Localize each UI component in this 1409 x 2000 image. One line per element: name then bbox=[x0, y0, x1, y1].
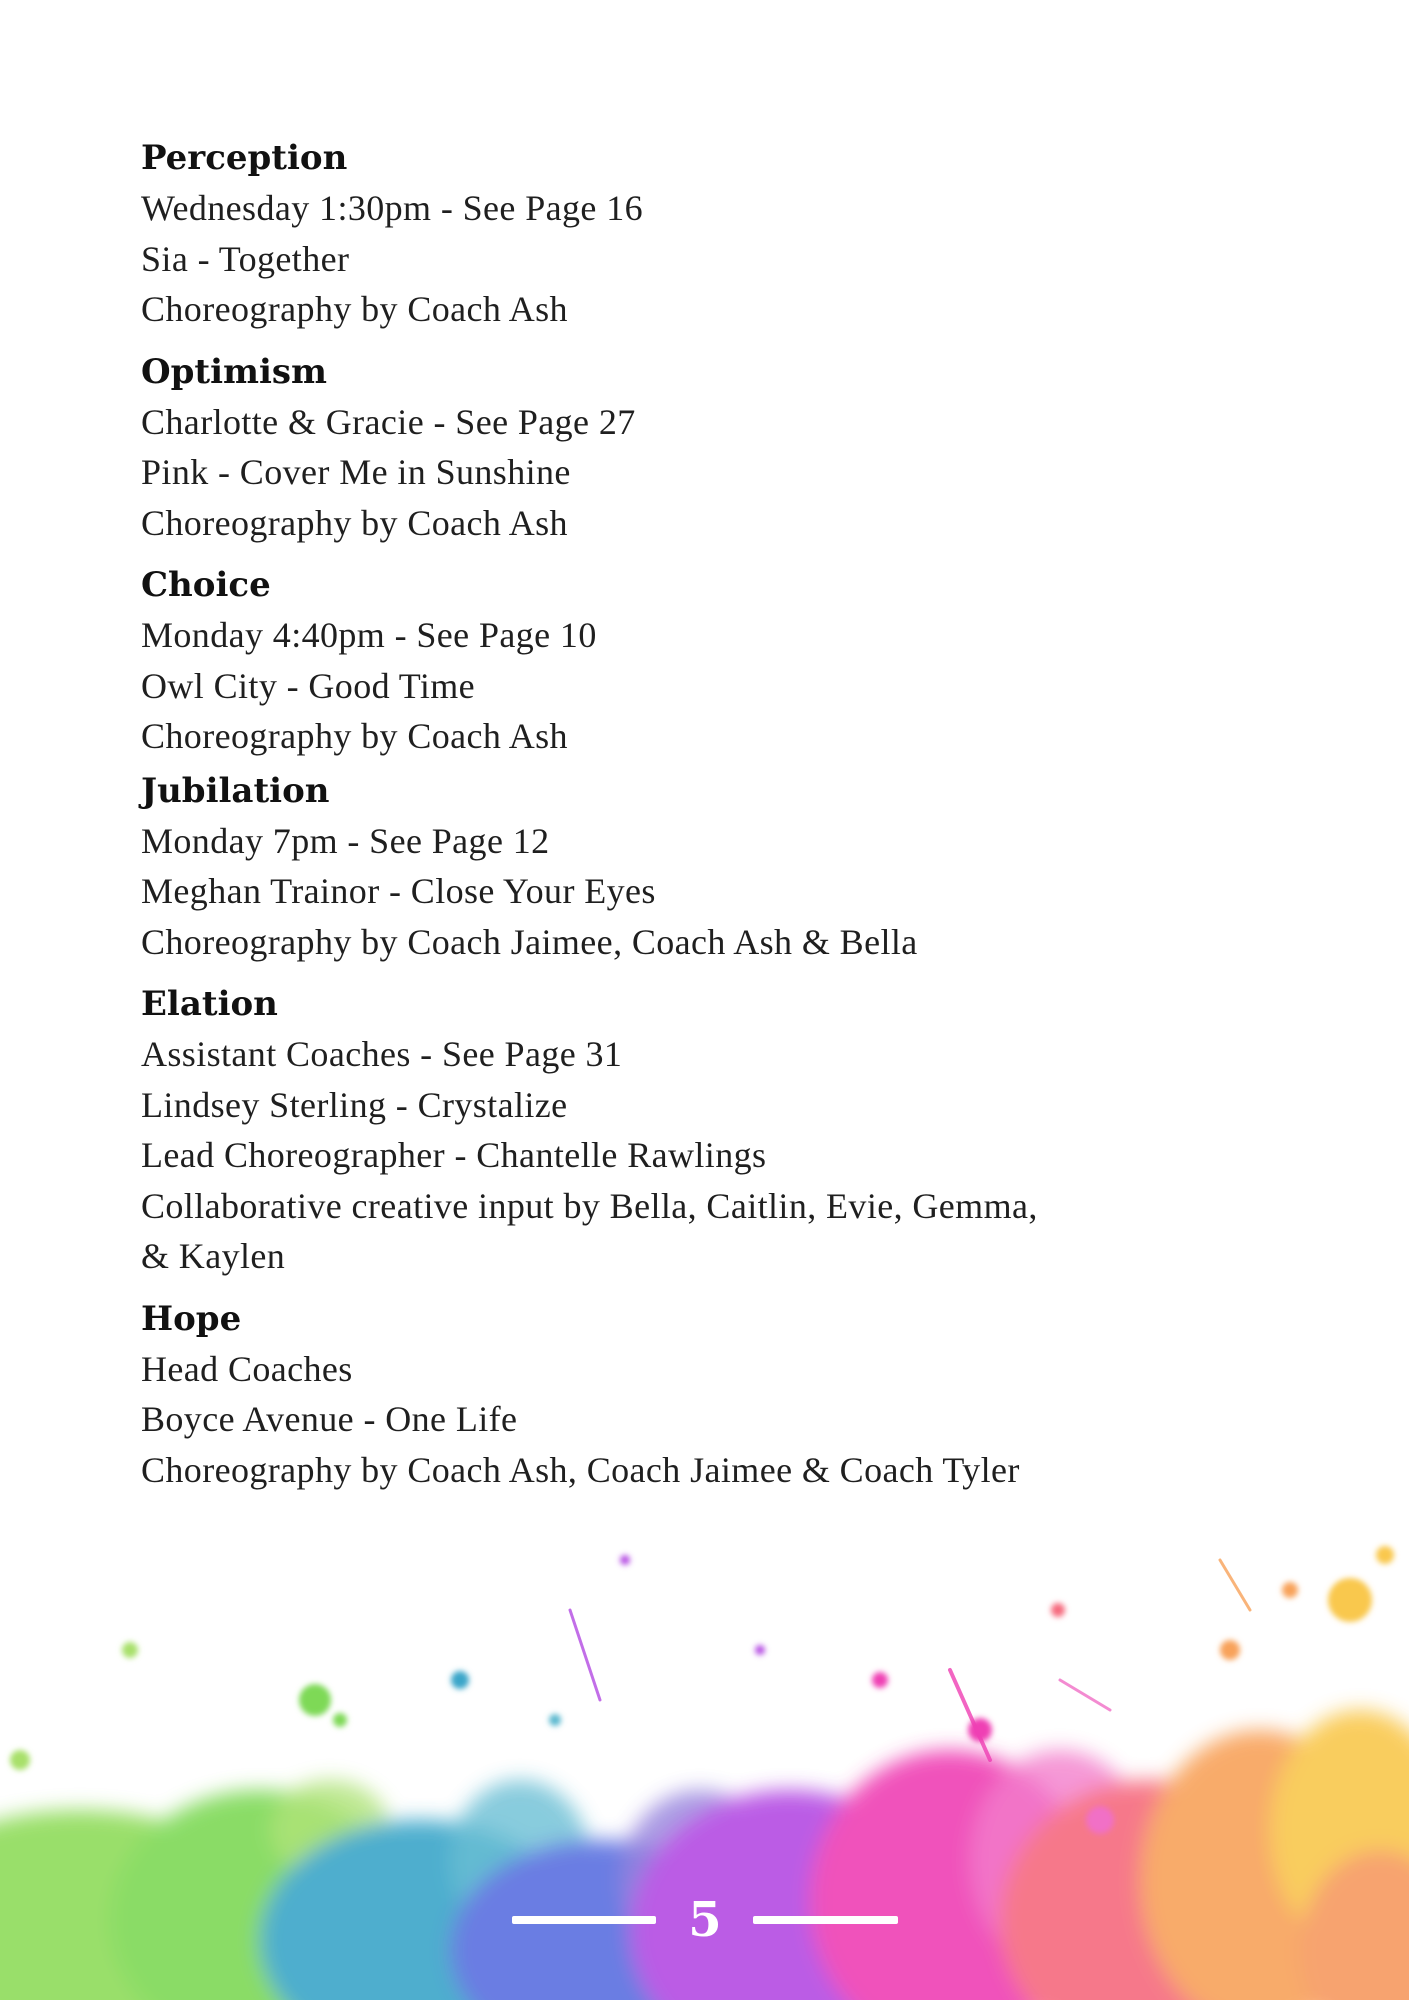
entry-song: Lindsey Sterling - Crystalize bbox=[141, 1084, 568, 1125]
entry-creative-input: Collaborative creative input by Bella, Caitlin, Evie, Gemma, bbox=[141, 1185, 1038, 1226]
entry-song: Meghan Trainor - Close Your Eyes bbox=[141, 871, 656, 911]
entry-choreography: Choreography by Coach Jaimee, Coach Ash & Bella bbox=[141, 921, 918, 962]
entry-choreography: Choreography by Coach Ash bbox=[141, 289, 568, 329]
entry-optimism bbox=[141, 347, 1291, 549]
entry-title: Optimism bbox=[141, 351, 328, 392]
page-footer bbox=[0, 1888, 1409, 1952]
footer-rule-right bbox=[753, 1916, 898, 1924]
entry-title: Hope bbox=[141, 1298, 242, 1339]
entry-schedule: Monday 4:40pm - See Page 10 bbox=[141, 615, 597, 655]
entry-title: Perception bbox=[141, 138, 348, 178]
entry-jubilation bbox=[141, 766, 1291, 968]
program-list bbox=[141, 133, 1291, 1507]
entry-song: Sia - Together bbox=[141, 238, 350, 279]
entry-song: Pink - Cover Me in Sunshine bbox=[141, 452, 571, 492]
entry-lead-choreographer: Lead Choreographer - Chantelle Rawlings bbox=[141, 1135, 767, 1175]
page-number: 5 bbox=[688, 1892, 722, 1948]
entry-title: Elation bbox=[141, 984, 278, 1024]
entry-schedule: Wednesday 1:30pm - See Page 16 bbox=[141, 188, 643, 228]
entry-choice bbox=[141, 560, 1291, 762]
entry-song: Owl City - Good Time bbox=[141, 665, 476, 706]
entry-choreography: Choreography by Coach Ash bbox=[141, 716, 568, 756]
entry-title: Choice bbox=[141, 565, 271, 605]
entry-schedule: Assistant Coaches - See Page 31 bbox=[141, 1034, 623, 1074]
entry-title: Jubilation bbox=[141, 770, 330, 811]
entry-song: Boyce Avenue - One Life bbox=[141, 1399, 518, 1439]
entry-choreography: Choreography by Coach Ash bbox=[141, 502, 568, 543]
footer-rule-left bbox=[512, 1916, 656, 1924]
entry-creative-input-cont: & Kaylen bbox=[141, 1236, 286, 1276]
entry-schedule: Head Coaches bbox=[141, 1348, 353, 1389]
entry-perception bbox=[141, 133, 1291, 335]
entry-schedule: Charlotte & Gracie - See Page 27 bbox=[141, 401, 636, 442]
entry-schedule: Monday 7pm - See Page 12 bbox=[141, 820, 550, 861]
entry-elation bbox=[141, 979, 1291, 1282]
entry-hope bbox=[141, 1294, 1291, 1496]
entry-choreography: Choreography by Coach Ash, Coach Jaimee & Coach Tyler bbox=[141, 1449, 1020, 1490]
